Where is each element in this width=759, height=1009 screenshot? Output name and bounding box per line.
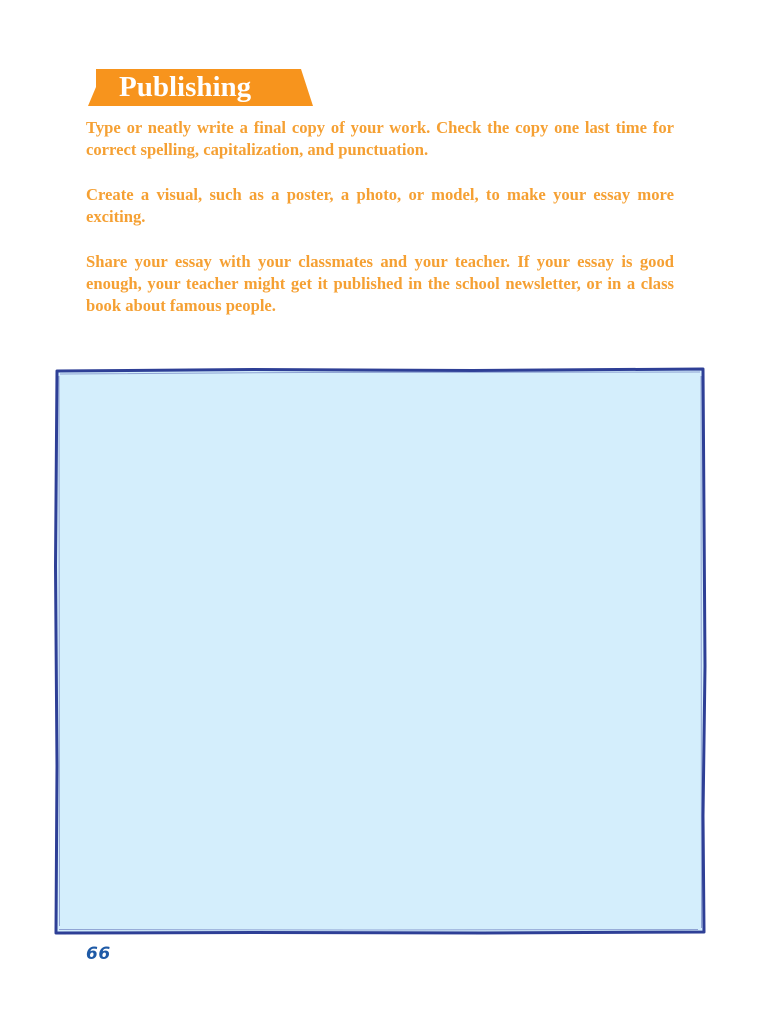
page-number: 66 (86, 944, 111, 964)
section-banner (88, 69, 313, 106)
instruction-create-visual: Create a visual, such as a poster, a photo, or model, to make your essay more exciting. (86, 185, 674, 226)
drawing-frame-border (53, 366, 707, 936)
instruction-final-copy: Type or neatly write a final copy of your work. Check the copy one last time for correct spelling, capitalization, and punctuation. (86, 118, 674, 159)
instruction-share-essay: Share your essay with your classmates and your teacher. If your essay is good enough, your teacher might get it published in the school newsletter, or in a class book about famous people. (86, 252, 674, 315)
section-title: Publishing (119, 71, 252, 103)
drawing-frame (53, 366, 707, 936)
instructions (86, 117, 674, 340)
